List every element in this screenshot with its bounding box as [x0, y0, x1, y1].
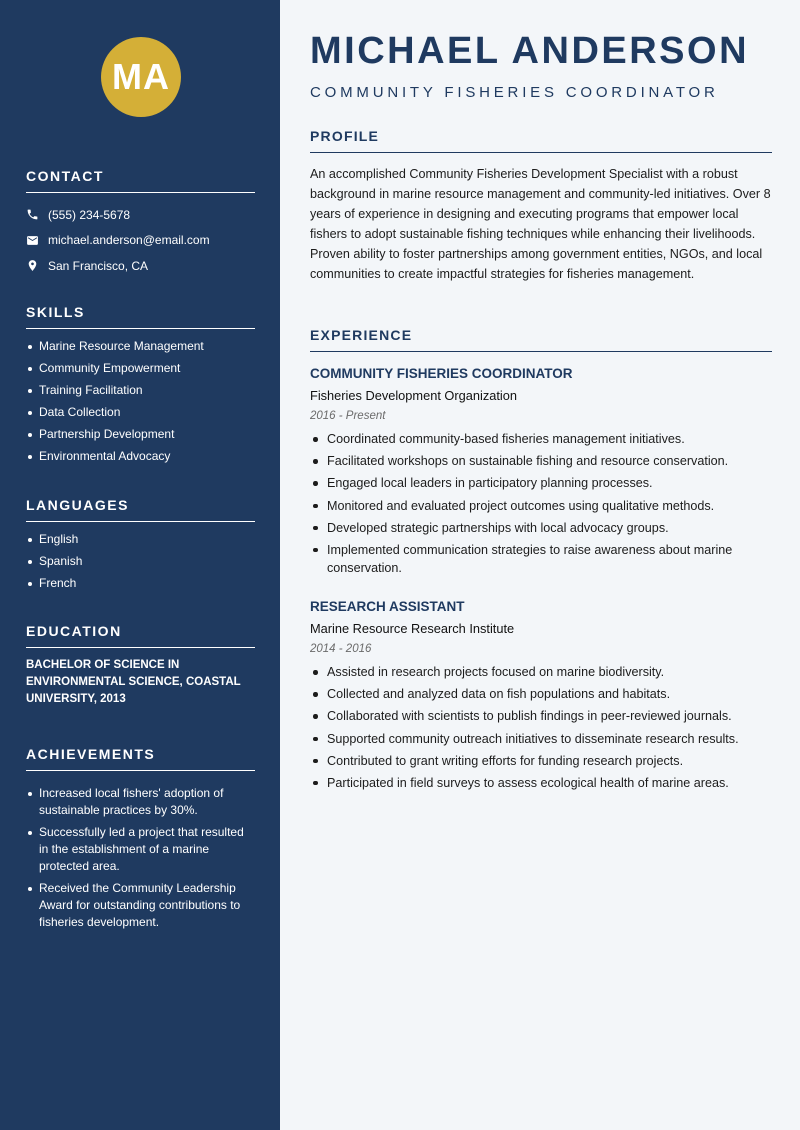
location-pin-icon: [26, 259, 39, 272]
skill-item: Environmental Advocacy: [26, 448, 255, 465]
job-bullets: [310, 430, 772, 577]
job-bullet: Monitored and evaluated project outcomes using qualitative methods.: [310, 497, 772, 515]
experience-heading: EXPERIENCE: [310, 327, 772, 352]
job-bullet: Engaged local leaders in participatory planning processes.: [310, 474, 772, 492]
job-dates: 2016 - Present: [310, 410, 386, 422]
job-bullet: Facilitated workshops on sustainable fishing and resource conservation.: [310, 452, 772, 470]
person-name: MICHAEL ANDERSON: [310, 30, 750, 72]
job-dates: 2014 - 2016: [310, 643, 372, 655]
skill-item: Training Facilitation: [26, 382, 255, 399]
person-title: COMMUNITY FISHERIES COORDINATOR: [310, 84, 719, 101]
email-icon: [26, 234, 39, 247]
achievement-item: Increased local fishers' adoption of sustainable practices by 30%.: [26, 785, 255, 819]
language-item: French: [26, 575, 255, 592]
profile-text: An accomplished Community Fisheries Development Specialist with a robust background in marine resource management and community-led initiatives. Over 8 years of experience in designing and executing programs that empower local fishers to adopt sustainable fishing techniques while enhancing their livelihoods. Proven ability to foster partnerships among government entities, NGOs, and local communities to create impactful strategies for fisheries management.: [310, 167, 771, 281]
phone-text: (555) 234-5678: [48, 207, 131, 222]
job-title: COMMUNITY FISHERIES COORDINATOR: [310, 366, 573, 381]
contact-heading: CONTACT: [26, 168, 255, 193]
languages-heading: LANGUAGES: [26, 497, 255, 522]
job-entry: [310, 366, 772, 581]
education-section: [26, 623, 255, 708]
contact-location: [26, 253, 255, 279]
job-title: RESEARCH ASSISTANT: [310, 599, 465, 614]
phone-icon: [26, 208, 39, 221]
job-bullets: [310, 663, 772, 792]
education-heading: EDUCATION: [26, 623, 255, 648]
job-bullet: Developed strategic partnerships with local advocacy groups.: [310, 519, 772, 537]
achievements-list: [26, 785, 255, 931]
achievements-heading: ACHIEVEMENTS: [26, 746, 255, 771]
initials-avatar: MA: [101, 37, 181, 117]
job-organization: Fisheries Development Organization: [310, 388, 517, 403]
job-organization: Marine Resource Research Institute: [310, 621, 515, 636]
job-bullet: Coordinated community-based fisheries management initiatives.: [310, 430, 772, 448]
skill-item: Partnership Development: [26, 426, 255, 443]
skill-item: Community Empowerment: [26, 360, 255, 377]
job-bullet: Contributed to grant writing efforts for funding research projects.: [310, 752, 772, 770]
skills-heading: SKILLS: [26, 304, 255, 329]
education-degree: BACHELOR OF SCIENCE IN ENVIRONMENTAL SCIENCE, COASTAL UNIVERSITY, 2013: [26, 659, 241, 705]
job-bullet: Supported community outreach initiatives to disseminate research results.: [310, 730, 772, 748]
location-text: San Francisco, CA: [48, 258, 149, 273]
languages-list: [26, 531, 255, 592]
sidebar: [0, 0, 280, 1130]
profile-heading: PROFILE: [310, 128, 772, 153]
achievements-section: [26, 746, 255, 936]
achievement-item: Received the Community Leadership Award for outstanding contributions to fisheries development.: [26, 880, 255, 931]
job-entry: [310, 599, 772, 796]
skills-section: [26, 304, 255, 470]
language-item: English: [26, 531, 255, 548]
skills-list: [26, 338, 255, 465]
skill-item: Marine Resource Management: [26, 338, 255, 355]
job-bullet: Collected and analyzed data on fish populations and habitats.: [310, 685, 772, 703]
contact-phone[interactable]: [26, 202, 255, 228]
email-text: michael.anderson@email.com: [48, 233, 210, 248]
job-bullet: Implemented communication strategies to raise awareness about marine conservation.: [310, 541, 772, 577]
contact-email[interactable]: [26, 228, 255, 254]
achievement-item: Successfully led a project that resulted in the establishment of a marine protected area.: [26, 824, 255, 875]
job-bullet: Assisted in research projects focused on marine biodiversity.: [310, 663, 772, 681]
language-item: Spanish: [26, 553, 255, 570]
contact-section: [26, 168, 255, 279]
job-bullet: Collaborated with scientists to publish findings in peer-reviewed journals.: [310, 707, 772, 725]
languages-section: [26, 497, 255, 597]
job-bullet: Participated in field surveys to assess ecological health of marine areas.: [310, 774, 772, 792]
skill-item: Data Collection: [26, 404, 255, 421]
